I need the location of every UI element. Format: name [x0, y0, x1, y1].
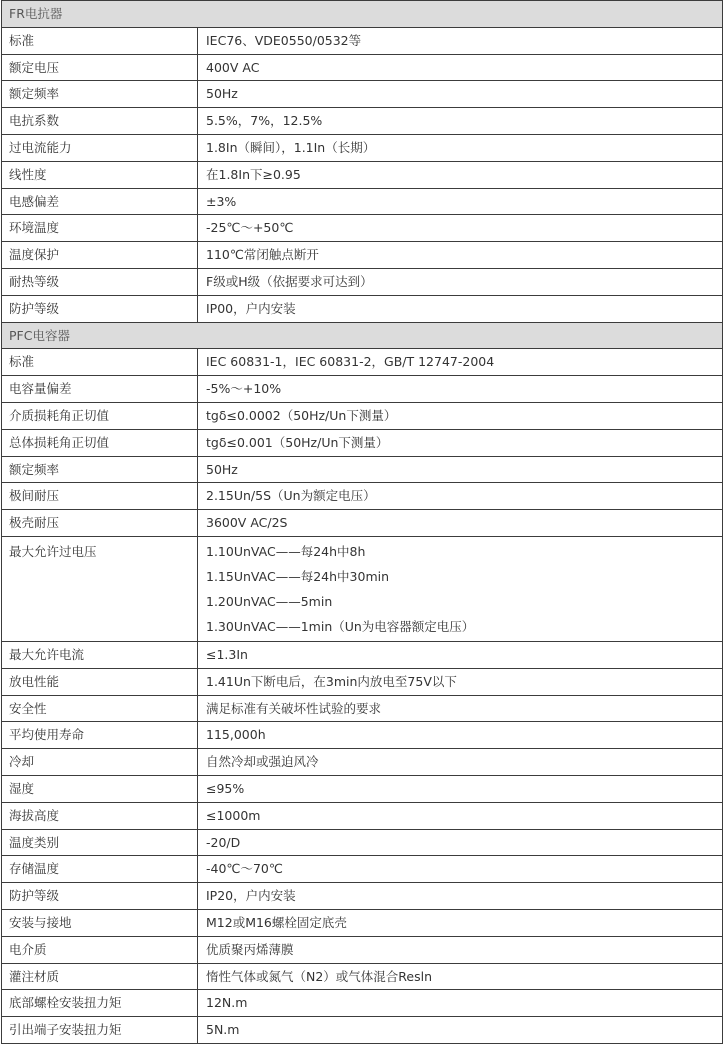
row-label: 放电性能: [2, 668, 198, 695]
row-label: 环境温度: [2, 215, 198, 242]
row-label: 介质损耗角正切值: [2, 402, 198, 429]
table-row: [2, 483, 723, 510]
row-value: ≤1.3In: [198, 641, 723, 668]
row-value: tgδ≤0.0002（50Hz/Un下测量）: [198, 402, 723, 429]
section-title: FR电抗器: [2, 1, 723, 28]
table-row: [2, 802, 723, 829]
table-row: [2, 81, 723, 108]
row-value: tgδ≤0.001（50Hz/Un下测量）: [198, 429, 723, 456]
row-value: 12N.m: [198, 990, 723, 1017]
table-row: [2, 27, 723, 54]
row-value: 1.41Un下断电后，在3min内放电至75V以下: [198, 668, 723, 695]
table-row: [2, 775, 723, 802]
row-label: 电感偏差: [2, 188, 198, 215]
row-value: IP20，户内安装: [198, 883, 723, 910]
table-row: [2, 402, 723, 429]
section-header-reactor: [2, 1, 723, 28]
row-label: 引出端子安装扭力矩: [2, 1017, 198, 1044]
row-label: 总体损耗角正切值: [2, 429, 198, 456]
table-row: [2, 510, 723, 537]
table-row: [2, 349, 723, 376]
row-value-multiline: [198, 536, 723, 641]
table-row-multiline: [2, 536, 723, 641]
row-label: 额定电压: [2, 54, 198, 81]
table-row: [2, 376, 723, 403]
row-label: 额定频率: [2, 81, 198, 108]
row-label: 湿度: [2, 775, 198, 802]
row-label: 电介质: [2, 936, 198, 963]
table-row: [2, 641, 723, 668]
table-row: [2, 668, 723, 695]
table-row: [2, 188, 723, 215]
table-row: [2, 883, 723, 910]
row-value: M12或M16螺栓固定底壳: [198, 909, 723, 936]
row-label: 防护等级: [2, 295, 198, 322]
row-value: 2.15Un/5S（Un为额定电压）: [198, 483, 723, 510]
row-value: F级或H级（依据要求可达到）: [198, 268, 723, 295]
spec-table: [1, 0, 723, 1044]
row-value: 优质聚丙烯薄膜: [198, 936, 723, 963]
table-row: [2, 54, 723, 81]
table-row: [2, 856, 723, 883]
row-label: 标准: [2, 349, 198, 376]
row-label: 额定频率: [2, 456, 198, 483]
row-label: 底部螺栓安装扭力矩: [2, 990, 198, 1017]
row-label: 最大允许电流: [2, 641, 198, 668]
row-label: 极壳耐压: [2, 510, 198, 537]
row-value: 自然冷却或强迫风冷: [198, 749, 723, 776]
row-label: 安装与接地: [2, 909, 198, 936]
table-row: [2, 990, 723, 1017]
row-value: 惰性气体或氮气（N2）或气体混合Resln: [198, 963, 723, 990]
row-value: IEC 60831-1，IEC 60831-2，GB/T 12747-2004: [198, 349, 723, 376]
row-value: 5N.m: [198, 1017, 723, 1044]
row-label: 标准: [2, 27, 198, 54]
row-value: ≤1000m: [198, 802, 723, 829]
row-value: 满足标准有关破坏性试验的要求: [198, 695, 723, 722]
row-label: 电抗系数: [2, 108, 198, 135]
table-row: [2, 909, 723, 936]
row-label: 极间耐压: [2, 483, 198, 510]
row-value: 3600V AC/2S: [198, 510, 723, 537]
row-value: -40℃～70℃: [198, 856, 723, 883]
value-line: 1.30UnVAC——1min（Un为电容器额定电压）: [206, 618, 475, 634]
row-label: 过电流能力: [2, 134, 198, 161]
table-row: [2, 722, 723, 749]
row-value: 115,000h: [198, 722, 723, 749]
row-label: 安全性: [2, 695, 198, 722]
table-row: [2, 295, 723, 322]
value-line: 1.20UnVAC——5min: [206, 593, 333, 609]
row-label: 防护等级: [2, 883, 198, 910]
row-value: 50Hz: [198, 81, 723, 108]
table-row: [2, 456, 723, 483]
table-row: [2, 268, 723, 295]
row-value: 在1.8In下≥0.95: [198, 161, 723, 188]
row-label: 温度保护: [2, 242, 198, 269]
section-title: PFC电容器: [2, 322, 723, 349]
row-label: 电容量偏差: [2, 376, 198, 403]
table-row: [2, 829, 723, 856]
table-row: [2, 749, 723, 776]
row-value: 5.5%，7%，12.5%: [198, 108, 723, 135]
row-label: 平均使用寿命: [2, 722, 198, 749]
table-row: [2, 215, 723, 242]
row-label: 灌注材质: [2, 963, 198, 990]
row-value: 1.8In（瞬间），1.1In（长期）: [198, 134, 723, 161]
value-line: 1.15UnVAC——每24h中30min: [206, 568, 390, 584]
row-value: -5%～+10%: [198, 376, 723, 403]
table-row: [2, 1017, 723, 1044]
row-value: 110℃常闭触点断开: [198, 242, 723, 269]
row-label: 最大允许过电压: [2, 536, 198, 641]
row-value: IP00，户内安装: [198, 295, 723, 322]
row-label: 海拔高度: [2, 802, 198, 829]
section-header-capacitor: [2, 322, 723, 349]
row-label: 存储温度: [2, 856, 198, 883]
table-row: [2, 242, 723, 269]
row-value: -20/D: [198, 829, 723, 856]
row-label: 耐热等级: [2, 268, 198, 295]
table-row: [2, 936, 723, 963]
row-value: ±3%: [198, 188, 723, 215]
table-row: [2, 134, 723, 161]
table-row: [2, 429, 723, 456]
row-label: 线性度: [2, 161, 198, 188]
table-row: [2, 963, 723, 990]
row-label: 温度类别: [2, 829, 198, 856]
table-row: [2, 108, 723, 135]
row-value: IEC76、VDE0550/0532等: [198, 27, 723, 54]
row-value: 50Hz: [198, 456, 723, 483]
row-value: 400V AC: [198, 54, 723, 81]
table-row: [2, 161, 723, 188]
row-label: 冷却: [2, 749, 198, 776]
row-value: ≤95%: [198, 775, 723, 802]
table-row: [2, 695, 723, 722]
row-value: -25℃～+50℃: [198, 215, 723, 242]
value-line: 1.10UnVAC——每24h中8h: [206, 543, 366, 559]
